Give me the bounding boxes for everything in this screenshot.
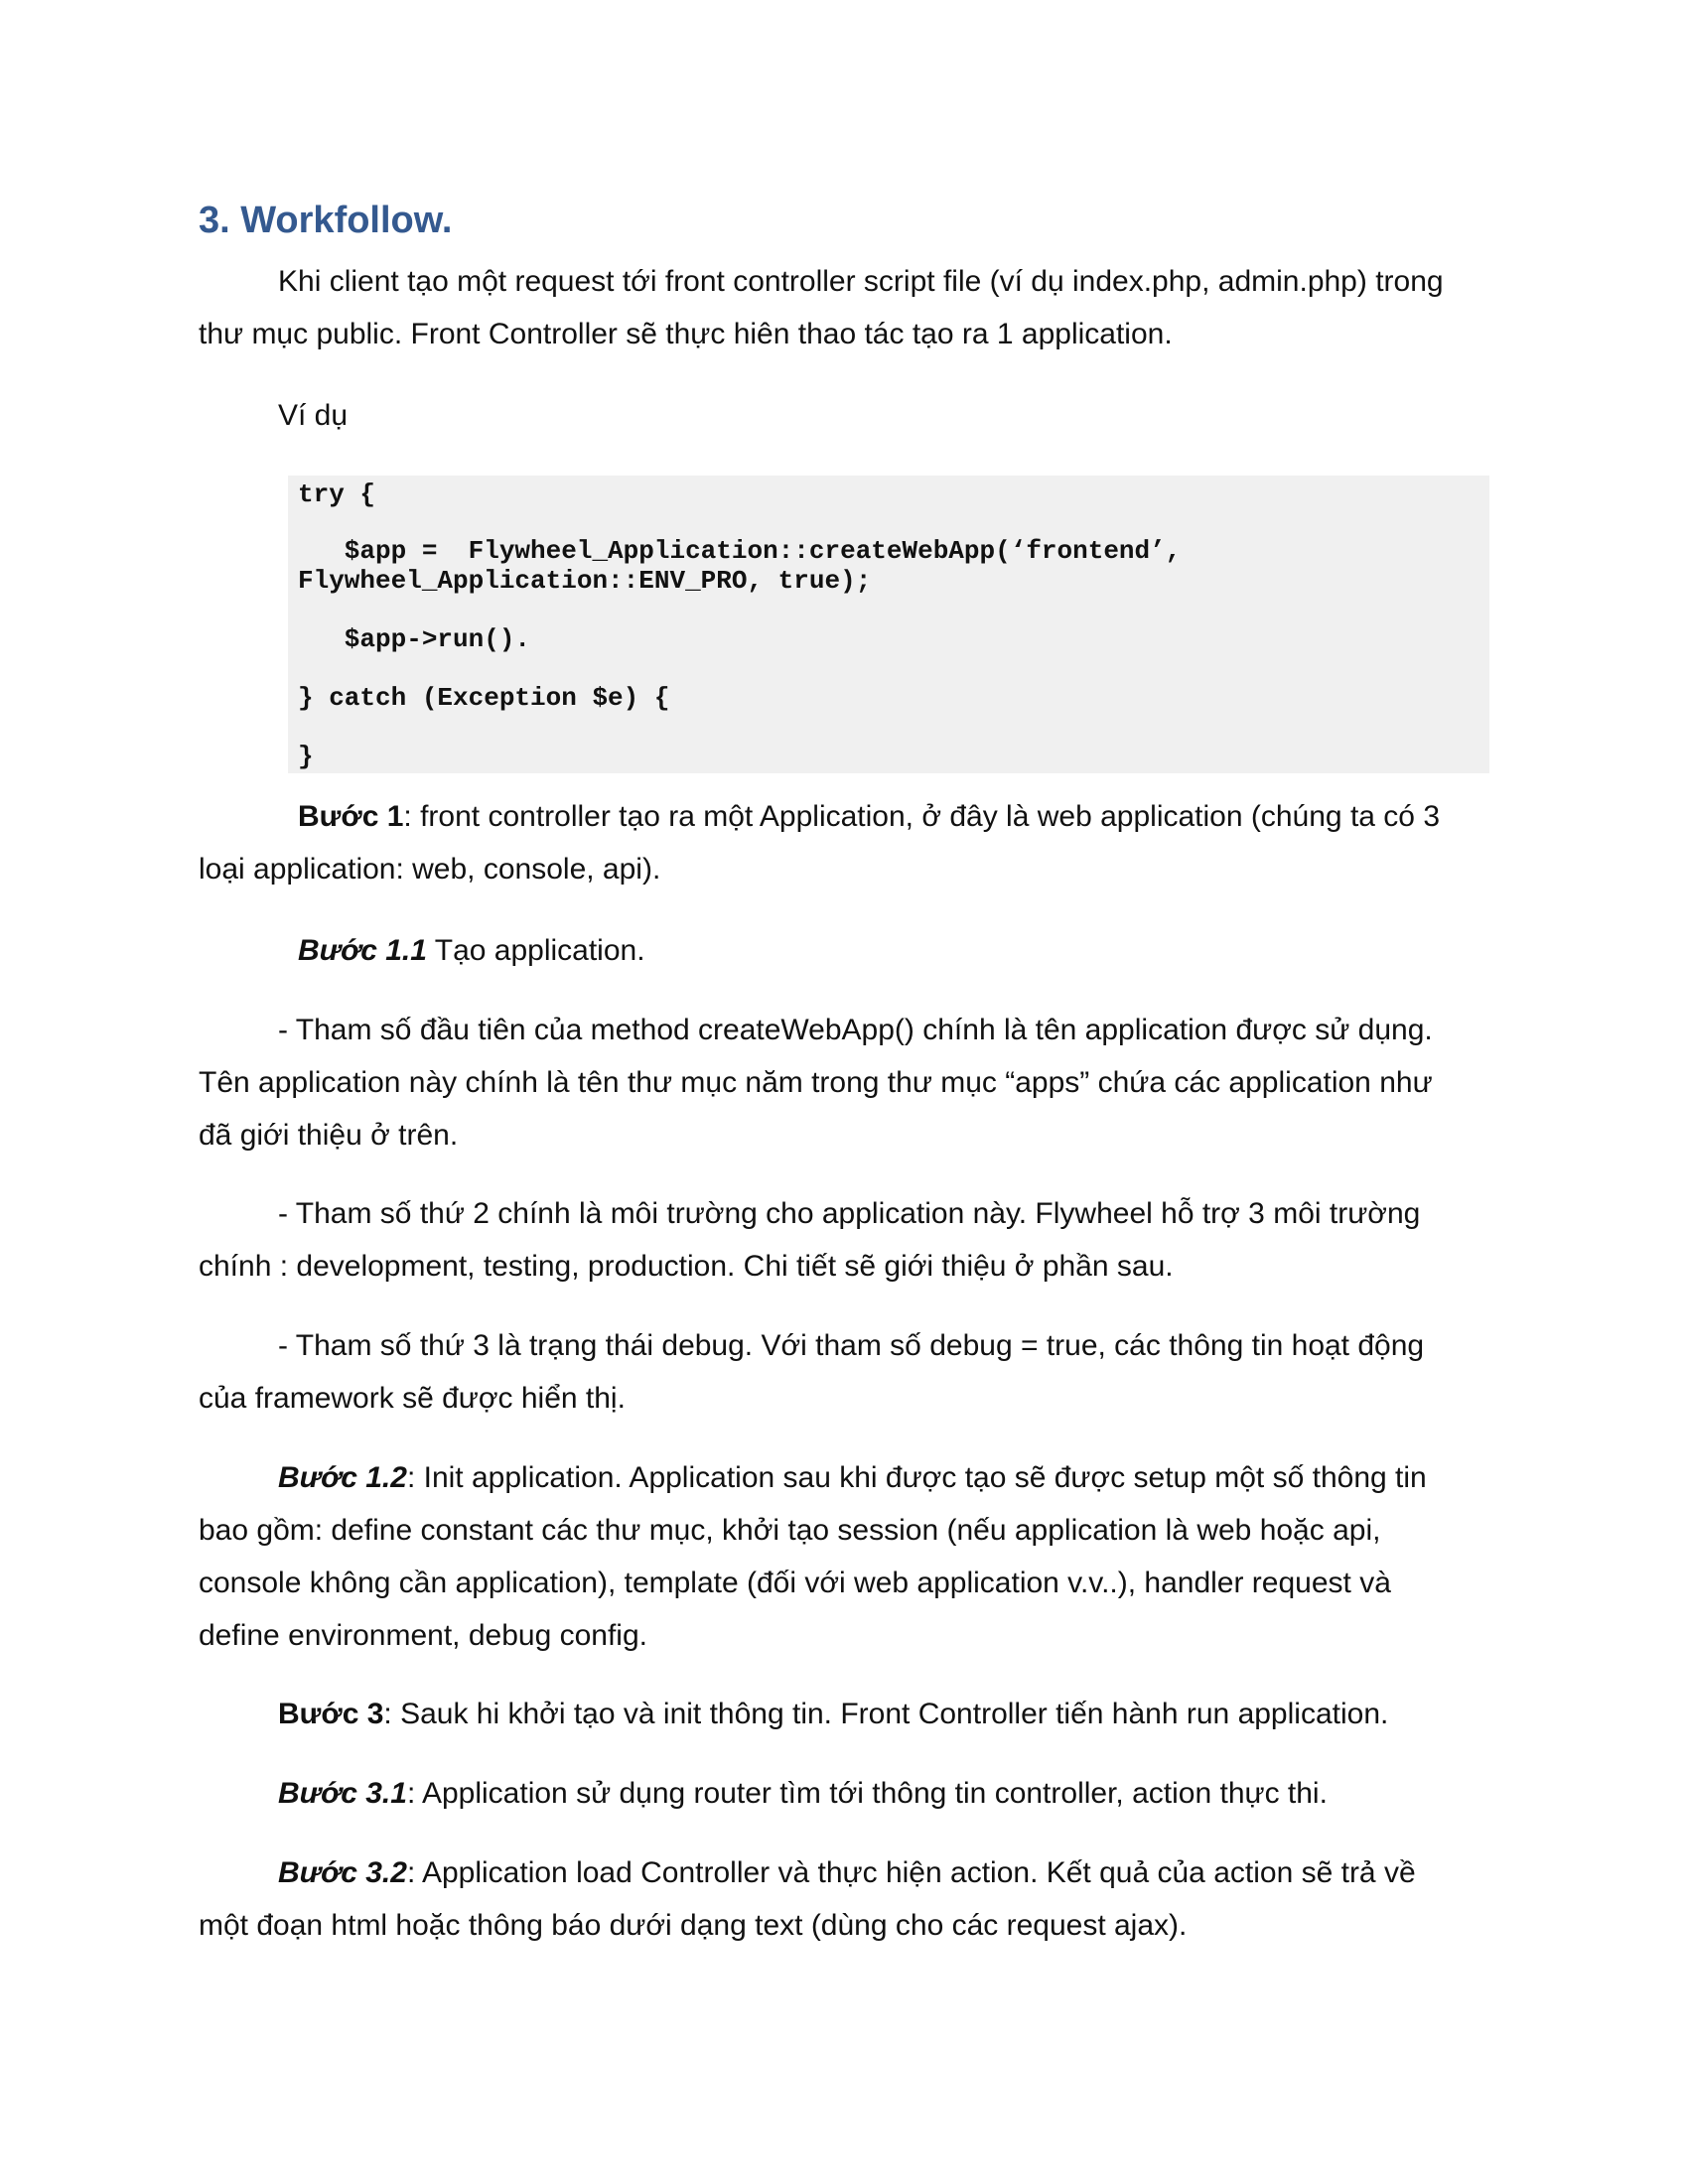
example-label: Ví dụ xyxy=(278,399,349,432)
step-3-1-paragraph xyxy=(199,1767,1489,1820)
step-3-line xyxy=(199,1688,1489,1740)
code-line-5: } catch (Exception $e) { xyxy=(298,683,670,713)
step-1-2-line-1 xyxy=(199,1451,1489,1504)
param-2-line-2: chính : development, testing, production. Chi tiết sẽ giới thiệu ở phần sau. xyxy=(199,1250,1174,1283)
intro-line-1: Khi client tạo một request tới front controller script file (ví dụ index.php, admin.php) trong xyxy=(278,265,1444,298)
step-3-label: Bước 3 xyxy=(278,1698,384,1730)
param-1-line-3: đã giới thiệu ở trên. xyxy=(199,1119,459,1152)
step-1-2-line-2: bao gồm: define constant các thư mục, khởi tạo session (nếu application là web hoặc api, xyxy=(199,1514,1381,1547)
code-block xyxy=(288,476,1489,773)
step-1-2-line-3: console không cần application), template (đối với web application v.v..), handler request và xyxy=(199,1567,1391,1599)
step-3-2-paragraph xyxy=(199,1846,1489,1952)
code-line-1: try { xyxy=(298,479,376,509)
step-1-1-paragraph xyxy=(199,924,1489,977)
param-3-line-1: - Tham số thứ 3 là trạng thái debug. Với tham số debug = true, các thông tin hoạt động xyxy=(278,1329,1425,1362)
param-1-line-2: Tên application này chính là tên thư mục năm trong thư mục “apps” chứa các application như xyxy=(199,1066,1433,1099)
step-1-paragraph xyxy=(199,790,1489,895)
step-3-1-text: : Application sử dụng router tìm tới thông tin controller, action thực thi. xyxy=(406,1777,1328,1810)
step-1-1-line xyxy=(199,924,1489,977)
step-3-text: : Sauk hi khởi tạo và init thông tin. Front Controller tiến hành run application. xyxy=(383,1698,1389,1730)
step-1-line-1 xyxy=(199,790,1489,843)
step-3-2-text: : Application load Controller và thực hiện action. Kết quả của action sẽ trả về xyxy=(406,1856,1416,1889)
step-1-2-label: Bước 1.2 xyxy=(278,1461,407,1494)
step-3-2-line-1 xyxy=(199,1846,1489,1899)
step-1-1-text: Tạo application. xyxy=(426,934,645,967)
step-1-2-text: : Init application. Application sau khi được tạo sẽ được setup một số thông tin xyxy=(406,1461,1427,1494)
param-3-paragraph xyxy=(199,1319,1489,1425)
example-label-paragraph xyxy=(199,389,1489,442)
param-1-paragraph xyxy=(199,1004,1489,1161)
step-3-1-label: Bước 3.1 xyxy=(278,1777,407,1810)
param-2-paragraph xyxy=(199,1187,1489,1293)
param-1-line-1: - Tham số đầu tiên của method createWebApp() chính là tên application được sử dụng. xyxy=(278,1014,1433,1046)
step-3-2-label: Bước 3.2 xyxy=(278,1856,407,1889)
code-line-6: } xyxy=(298,742,314,771)
code-line-4: $app->run(). xyxy=(298,624,531,654)
param-3-line-2: của framework sẽ được hiển thị. xyxy=(199,1382,626,1415)
step-1-line-2: loại application: web, console, api). xyxy=(199,853,661,886)
code-line-2: $app = Flywheel_Application::createWebApp(‘frontend’, xyxy=(298,536,1182,566)
code-line-3: Flywheel_Application::ENV_PRO, true); xyxy=(298,566,872,596)
step-1-label: Bước 1 xyxy=(298,800,404,833)
intro-paragraph xyxy=(199,255,1489,360)
step-3-2-line-2: một đoạn html hoặc thông báo dưới dạng text (dùng cho các request ajax). xyxy=(199,1909,1188,1942)
step-1-1-label: Bước 1.1 xyxy=(298,934,427,967)
intro-line-2: thư mục public. Front Controller sẽ thực hiên thao tác tạo ra 1 application. xyxy=(199,318,1173,350)
step-1-2-line-4: define environment, debug config. xyxy=(199,1619,647,1652)
step-1-text: : front controller tạo ra một Application, ở đây là web application (chúng ta có 3 xyxy=(403,800,1441,833)
param-2-line-1: - Tham số thứ 2 chính là môi trường cho application này. Flywheel hỗ trợ 3 môi trường xyxy=(278,1197,1421,1230)
step-1-2-paragraph xyxy=(199,1451,1489,1662)
step-3-paragraph xyxy=(199,1688,1489,1740)
section-heading: 3. Workfollow. xyxy=(199,200,453,241)
step-3-1-line xyxy=(199,1767,1489,1820)
